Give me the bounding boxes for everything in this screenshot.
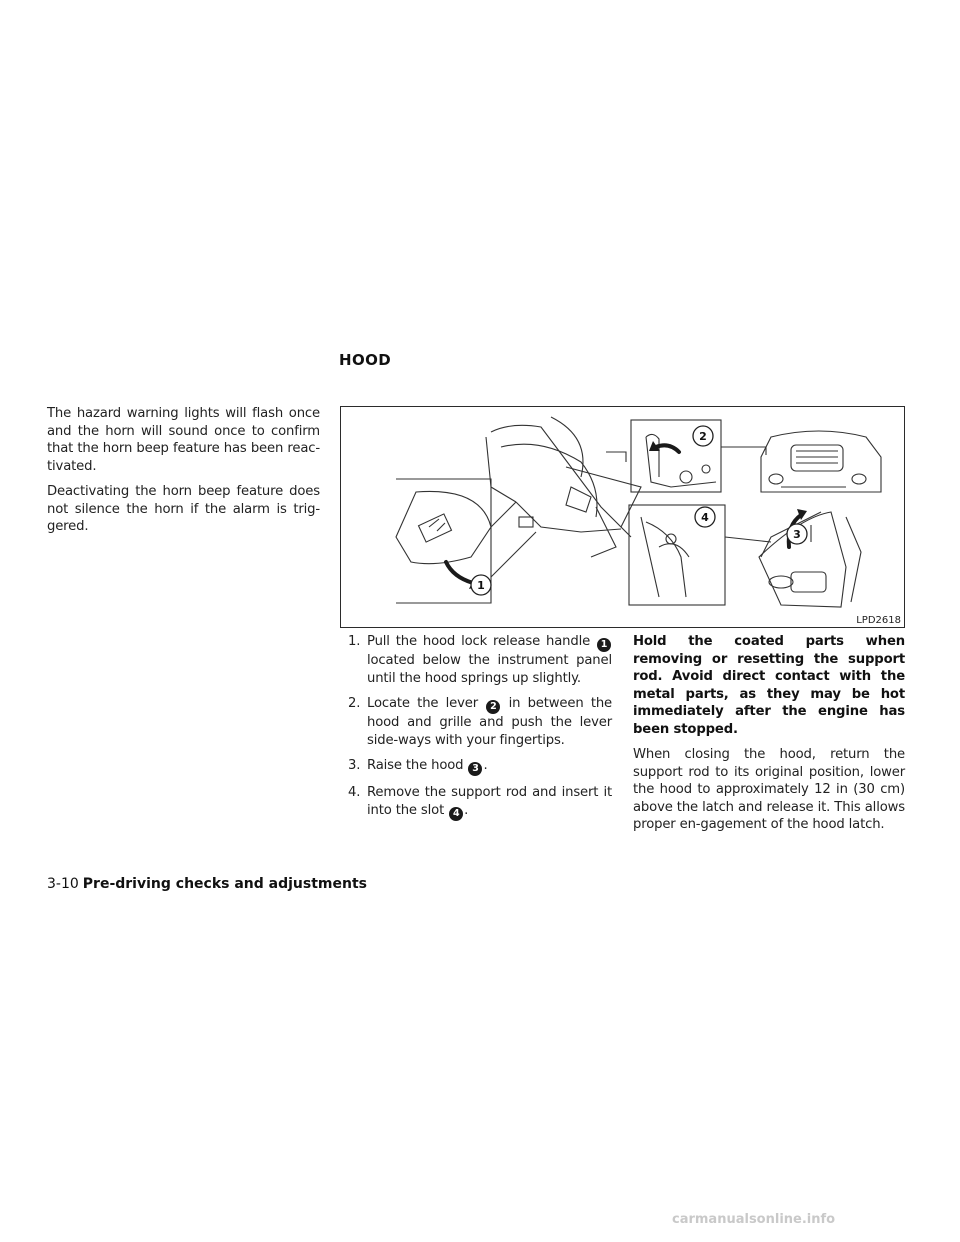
step-number: 1. bbox=[348, 634, 361, 649]
step-item bbox=[340, 784, 612, 821]
callout-3-label: 3 bbox=[793, 528, 801, 541]
left-column bbox=[47, 405, 320, 544]
hot-parts-warning: Hold the coated parts when removing or resetting the support rod. Avoid direct contact with the metal parts, as they may be hot immediately after the engine has been stopped. bbox=[633, 634, 905, 737]
step-text-after: . bbox=[483, 758, 488, 773]
hood-opening-steps bbox=[340, 633, 612, 829]
step-text-before: Pull the hood lock release handle bbox=[367, 634, 591, 649]
step-item bbox=[340, 695, 612, 749]
section-heading: HOOD bbox=[339, 351, 392, 369]
hood-illustration-drawing bbox=[341, 407, 904, 627]
watermark: carmanualsonline.info bbox=[672, 1212, 836, 1227]
right-column bbox=[633, 633, 905, 842]
step-marker: 1 bbox=[597, 638, 611, 652]
step-text-after: . bbox=[464, 802, 469, 818]
step-number: 4. bbox=[348, 785, 361, 800]
step-text-before: Remove the support rod and insert it into the slot bbox=[367, 785, 612, 818]
step-text-after: located below the instrument panel until the hood springs up slightly. bbox=[367, 653, 612, 686]
callout-2-label: 2 bbox=[699, 430, 707, 443]
step-item bbox=[340, 757, 612, 776]
step-item bbox=[340, 633, 612, 687]
page-footer bbox=[47, 876, 367, 892]
callout-1-label: 1 bbox=[477, 579, 485, 592]
step-text-before: Locate the lever bbox=[367, 696, 479, 711]
hood-release-illustration bbox=[340, 406, 905, 628]
closing-hood-paragraph: When closing the hood, return the support rod to its original position, lower the hood to approximately 12 in (30 cm) above the latch and release it. This allows proper en-gagement of the hood latch. bbox=[633, 747, 905, 832]
page-number: 3-10 bbox=[47, 876, 79, 892]
step-marker: 4 bbox=[449, 807, 463, 821]
step-text-after: in between the hood and grille and push the lever side-ways with your fingertips. bbox=[367, 696, 613, 748]
step-number: 3. bbox=[348, 758, 361, 773]
step-number: 2. bbox=[348, 696, 361, 711]
paragraph-horn-deactivation: Deactivating the horn beep feature does not silence the horn if the alarm is trig-gered. bbox=[47, 484, 320, 534]
figure-code: LPD2618 bbox=[856, 615, 901, 626]
paragraph-horn-reactivated: The hazard warning lights will flash once and the horn will sound once to confirm that the horn beep feature has been reac-tivated. bbox=[47, 406, 320, 474]
footer-section-title: Pre-driving checks and adjustments bbox=[82, 876, 367, 892]
callout-4-label: 4 bbox=[701, 511, 709, 524]
step-marker: 2 bbox=[486, 700, 500, 714]
step-text-before: Raise the hood bbox=[367, 758, 464, 773]
step-marker: 3 bbox=[468, 762, 482, 776]
